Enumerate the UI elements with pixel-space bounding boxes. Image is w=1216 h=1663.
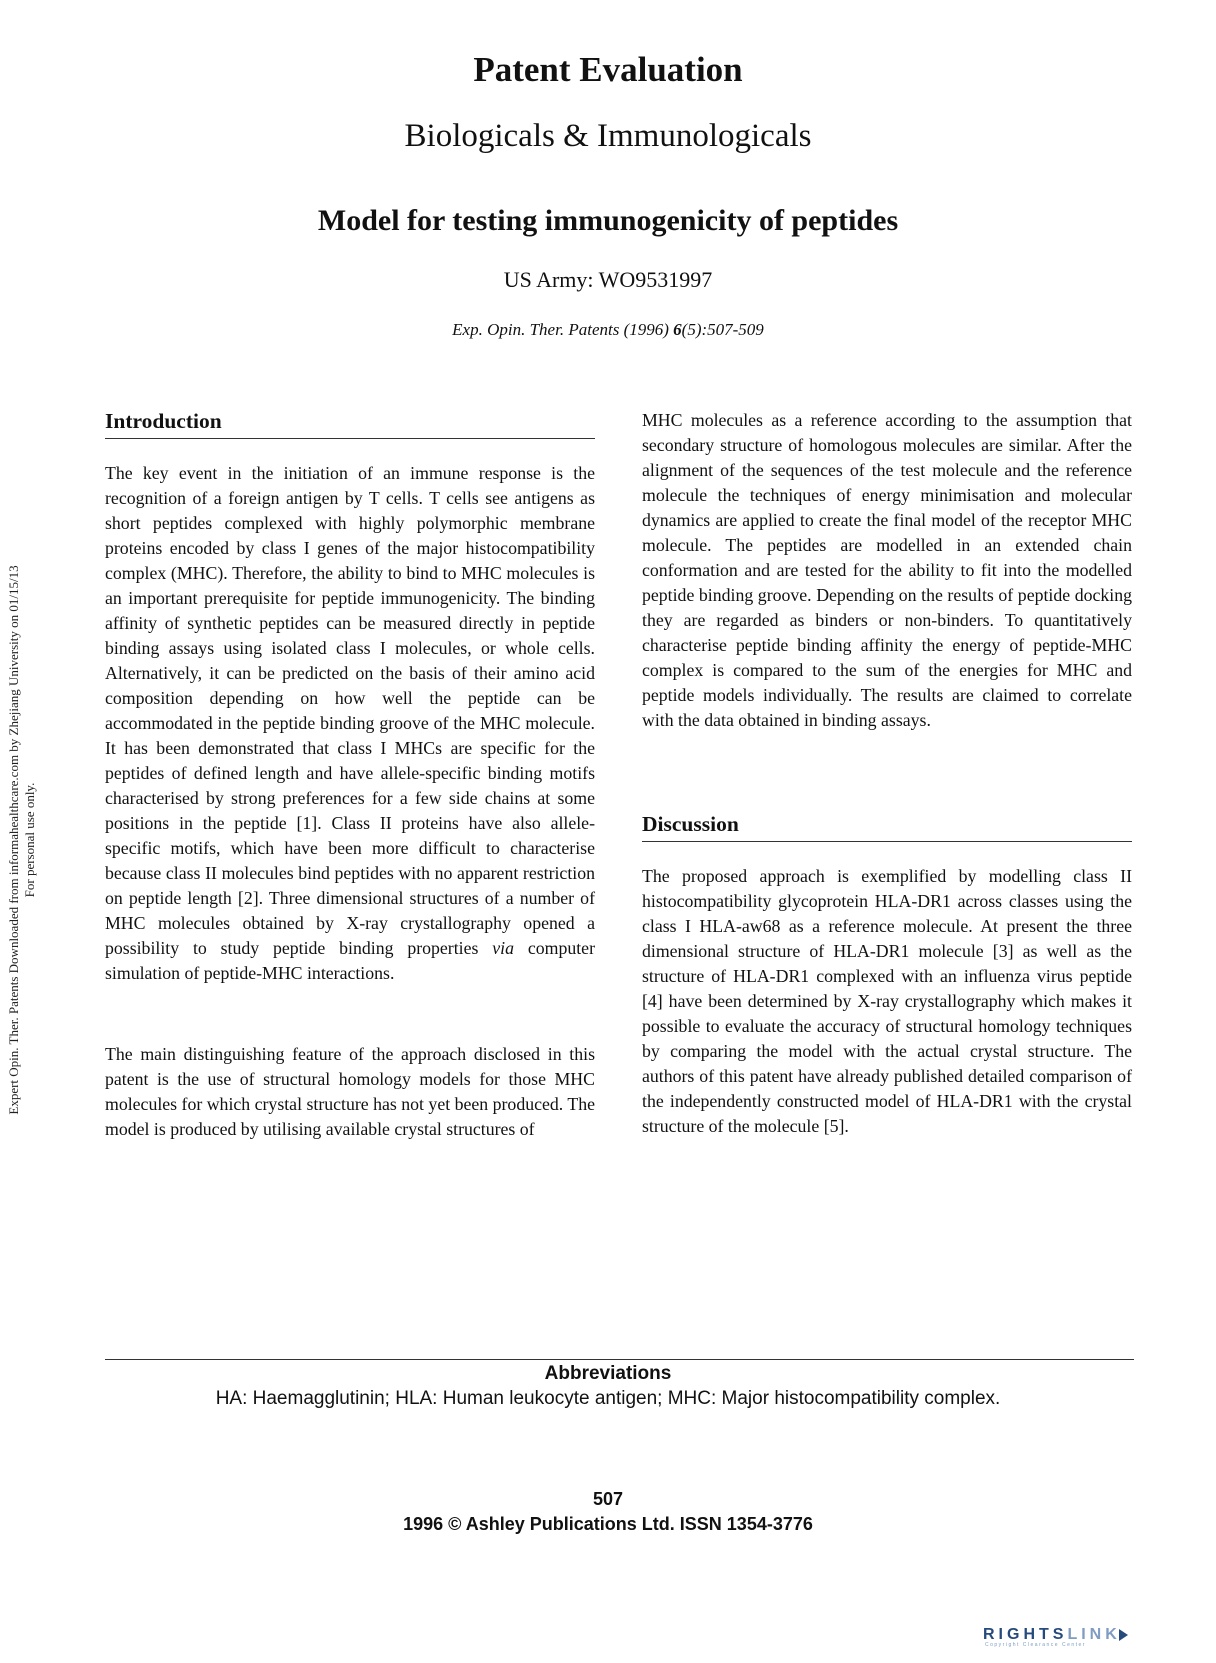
rightslink-arrow-icon xyxy=(1119,1629,1128,1641)
abbreviations-text: HA: Haemagglutinin; HLA: Human leukocyte antigen; MHC: Major histocompatibility complex. xyxy=(215,1388,1001,1409)
introduction-paragraph-2-continued: MHC molecules as a reference according to the assumption that secondary structure of homologous molecules are similar. After the alignment of the sequences of the test molecule and the reference molecule the techniques of energy minimisation and molecular dynamics are applied to create the final model of the receptor MHC molecule. The peptides are modelled in an extended chain conformation and are tested for the ability to fit into the modelled peptide binding groove. Depending on the results of peptide docking they are regarded as binders or non-binders. To quantitatively characterise peptide binding affinity the energy of peptide-MHC complex is compared to the sum of the energies for MHC and peptide models individually. The results are claimed to correlate with the data obtained in binding assays. xyxy=(642,410,1132,730)
copyright-line: 1996 © Ashley Publications Ltd. ISSN 1354-3776 xyxy=(403,1514,813,1534)
right-column xyxy=(642,408,1132,1139)
introduction-paragraph-2: The main distinguishing feature of the approach disclosed in this patent is the use of structural homology models for those MHC molecules for which crystal structure has not yet been produced. The model is produced by utilising available crystal structures of xyxy=(105,1044,595,1139)
download-watermark xyxy=(6,490,38,1190)
page-number: 507 xyxy=(592,1489,624,1509)
watermark-line-2: For personal use only. xyxy=(22,782,37,898)
rightslink-subtitle: Copyright Clearance Center xyxy=(985,1642,1086,1648)
watermark-line-1: Expert Opin. Ther. Patents Downloaded from informahealthcare.com by Zhejiang University on 01/15/13 xyxy=(6,565,21,1115)
article-title: Model for testing immunogenicity of peptides xyxy=(317,204,899,237)
patent-assignee: US Army: WO9531997 xyxy=(503,267,713,292)
abbreviations-divider xyxy=(105,1359,1134,1360)
category-title: Biologicals & Immunologicals xyxy=(404,118,812,154)
rightslink-light-text: LINK xyxy=(1067,1626,1121,1643)
journal-citation: Exp. Opin. Ther. Patents (1996) 6(5):507-509 xyxy=(452,320,764,339)
rightslink-dark-text: RIGHTS xyxy=(983,1626,1068,1643)
introduction-heading: Introduction xyxy=(105,408,595,439)
introduction-paragraph-1: The key event in the initiation of an immune response is the recognition of a foreign antigen by T cells. T cells see antigens as short peptides complexed with highly polymorphic membrane proteins encoded by class I genes of the major histocompatibility complex (MHC). Therefore, the ability to bind to MHC molecules is an important prerequisite for peptide immunogenicity. The binding affinity of synthetic peptides can be measured directly in peptide binding assays using isolated class I molecules, or whole cells. Alternatively, it can be predicted on the basis of their amino acid composition depending on how well the peptide can be accommodated in the peptide binding groove of the MHC molecule. It has been demonstrated that class I MHCs are specific for the peptides of defined length and have allele-specific binding motifs characterised by strong preferences for a few side chains at some positions in the peptide [1]. Class II proteins have also allele-specific motifs, which have been more difficult to characterise because class II molecules bind peptides with no apparent restriction on peptide length [2]. Three dimensional structures of a number of MHC molecules obtained by X-ray crystallography opened a possibility to study peptide binding properties via computer simulation of peptide-MHC interactions. xyxy=(105,463,595,983)
rightslink-logo xyxy=(983,1626,1205,1648)
abbreviations-title: Abbreviations xyxy=(544,1363,672,1384)
section-title: Patent Evaluation xyxy=(473,50,743,89)
discussion-heading: Discussion xyxy=(642,811,1132,842)
left-column xyxy=(105,408,595,1142)
discussion-paragraph-1: The proposed approach is exemplified by modelling class II histocompatibility glycoprotein HLA-DR1 across classes using the class I HLA-aw68 as a reference molecule. At present the three dimensional structure of HLA-DR1 molecule [3] as well as the structure of HLA-DR1 complexed with an influenza virus peptide [4] have been determined by X-ray crystallography which makes it possible to evaluate the accuracy of structural homology techniques by comparing the model with the actual crystal structure. The authors of this patent have already published detailed comparison of the independently constructed model of HLA-DR1 with the crystal structure of the molecule [5]. xyxy=(642,866,1132,1136)
